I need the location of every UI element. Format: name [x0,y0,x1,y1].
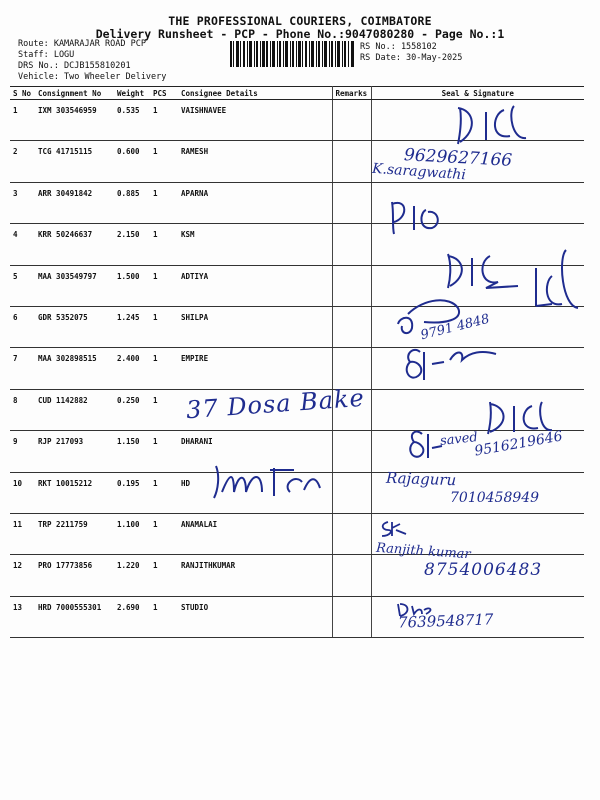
handwritten-phone-row2: 9629627166 [403,145,513,171]
cell-pcs: 1 [150,472,178,513]
cell-consignment: HRD 7000555301 [35,596,114,637]
cell-consignment: ARR 30491842 [35,182,114,223]
cell-consignee: ANAMALAI [178,513,332,554]
cell-pcs: 1 [150,100,178,141]
cell-sno: 12 [10,555,35,596]
cell-weight: 2.690 [114,596,150,637]
cell-sno: 5 [10,265,35,306]
route-label: Route: KAMARAJAR ROAD PCP [18,39,146,49]
col-pcs: PCS [150,87,178,100]
cell-consignment: MAA 303549797 [35,265,114,306]
cell-remarks [332,224,371,265]
handwritten-phone-row13: 7639548717 [397,610,494,632]
cell-consignment: PRO 17773856 [35,555,114,596]
runsheet-subtitle: Delivery Runsheet - PCP - Phone No.:9047080280 - Page No.:1 [95,27,505,41]
handwritten-name-row11: Rajaguru [385,468,457,490]
cell-sno: 1 [10,100,35,141]
vehicle-label: Vehicle: Two Wheeler Delivery [18,72,167,82]
cell-consignment: RKT 10015212 [35,472,114,513]
cell-consignment: CUD 1142882 [35,389,114,430]
cell-pcs: 1 [150,513,178,554]
col-consignment: Consignment No [35,87,114,100]
cell-remarks [332,141,371,182]
cell-consignment: TCG 41715115 [35,141,114,182]
cell-sno: 2 [10,141,35,182]
cell-consignee: STUDIO [178,596,332,637]
col-remarks: Remarks [332,87,371,100]
cell-weight: 0.195 [114,472,150,513]
cell-weight: 0.535 [114,100,150,141]
handwritten-name-row12: Ranjith kumar [375,540,472,563]
signature-row11 [378,518,408,538]
cell-weight: 1.100 [114,513,150,554]
table-row [10,513,584,554]
cell-remarks [332,513,371,554]
cell-consignment: GDR 5352075 [35,306,114,347]
handwritten-phone-row9: 9516219646 [473,428,564,460]
cell-consignment: RJP 217093 [35,431,114,472]
cell-remarks [332,555,371,596]
cell-remarks [332,265,371,306]
cell-pcs: 1 [150,182,178,223]
cell-weight: 0.250 [114,389,150,430]
cell-pcs: 1 [150,348,178,389]
cell-weight: 0.600 [114,141,150,182]
handwritten-phone-row6: 9791 4848 [419,311,492,344]
col-sno: S No [10,87,35,100]
cell-consignee: KSM [178,224,332,265]
cell-weight: 1.245 [114,306,150,347]
barcode-image [230,41,354,67]
cell-consignee: DHARANI [178,431,332,472]
cell-consignee: ADTIYA [178,265,332,306]
col-consignee: Consignee Details [178,87,332,100]
col-weight: Weight [114,87,150,100]
cell-remarks [332,472,371,513]
cell-pcs: 1 [150,141,178,182]
staff-label: Staff: LOGU [18,50,75,60]
cell-pcs: 1 [150,306,178,347]
company-title: THE PROFESSIONAL COURIERS, COIMBATORE [168,14,432,28]
cell-consignee: EMPIRE [178,348,332,389]
cell-consignment: TRP 2211759 [35,513,114,554]
handwritten-phone-row12: 8754006483 [424,560,543,580]
cell-pcs: 1 [150,555,178,596]
cell-consignee: APARNA [178,182,332,223]
cell-sno: 4 [10,224,35,265]
signature-row10 [212,462,322,502]
cell-remarks [332,431,371,472]
cell-consignee: RAMESH [178,141,332,182]
cell-pcs: 1 [150,224,178,265]
cell-consignment: KRR 50246637 [35,224,114,265]
cell-sno: 10 [10,472,35,513]
cell-weight: 2.150 [114,224,150,265]
handwritten-name-row2: K.saragwathi [371,160,467,184]
drs-label: DRS No.: DCJB155810201 [18,61,131,71]
cell-weight: 1.220 [114,555,150,596]
runsheet-meta-left [18,39,166,83]
cell-weight: 0.885 [114,182,150,223]
cell-consignee: VAISHNAVEE [178,100,332,141]
cell-sno: 3 [10,182,35,223]
cell-sno: 8 [10,389,35,430]
cell-consignee: HD [178,472,332,513]
handwritten-note-row8: 37 Dosa Bake [185,383,366,425]
cell-consignment: MAA 302898515 [35,348,114,389]
cell-sno: 13 [10,596,35,637]
signature-row9 [404,428,444,464]
runsheet-meta-right [360,42,462,64]
cell-consignment: IXM 303546959 [35,100,114,141]
cell-pcs: 1 [150,596,178,637]
cell-pcs: 1 [150,431,178,472]
col-seal: Seal & Signature [371,87,584,100]
cell-consignee: RANJITHKUMAR [178,555,332,596]
cell-weight: 1.150 [114,431,150,472]
rs-number: RS No.: 1558102 [360,42,437,52]
cell-sno: 6 [10,306,35,347]
rs-date: RS Date: 30-May-2025 [360,53,463,63]
cell-weight: 2.400 [114,348,150,389]
cell-pcs: 1 [150,389,178,430]
cell-sno: 7 [10,348,35,389]
cell-remarks [332,596,371,637]
cell-remarks [332,306,371,347]
signature-row1 [448,100,528,148]
cell-remarks [332,182,371,223]
cell-remarks [332,348,371,389]
table-row [10,182,584,223]
cell-remarks [332,100,371,141]
cell-weight: 1.500 [114,265,150,306]
cell-sno: 9 [10,431,35,472]
signature-row3 [388,196,448,236]
handwritten-phone-row11: 7010458949 [450,490,540,506]
cell-pcs: 1 [150,265,178,306]
signature-row7 [400,342,500,386]
table-row [10,596,584,637]
cell-consignee: SHILPA [178,306,332,347]
handwritten-word-row9: saved [439,430,479,449]
cell-sno: 11 [10,513,35,554]
table-header-row [10,87,584,100]
